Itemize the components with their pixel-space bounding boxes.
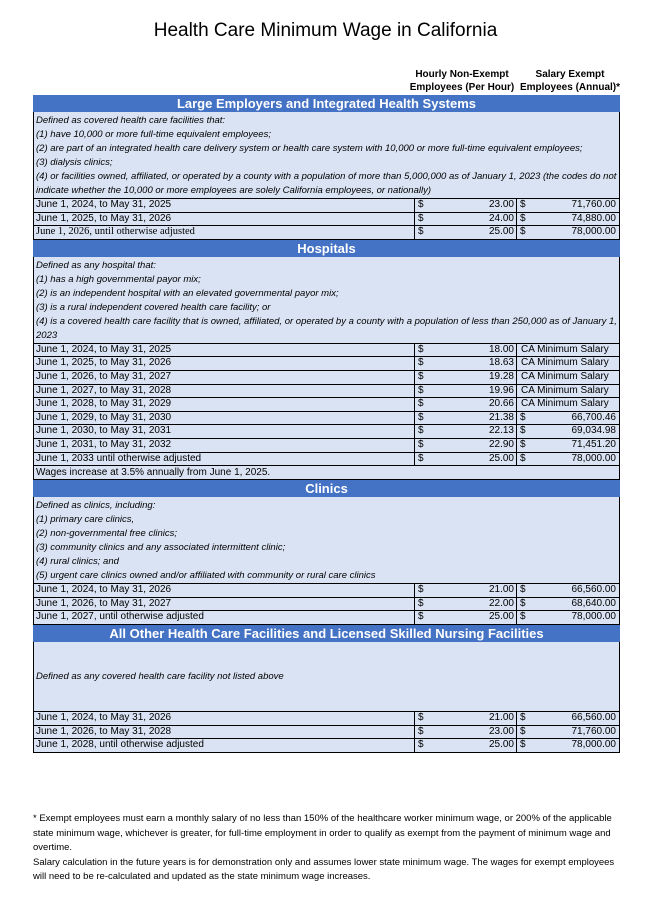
section-description xyxy=(33,112,620,199)
wage-table xyxy=(33,95,620,753)
footnote-salary-calculation: Salary calculation in the future years is for demonstration only and assumes lower state minimum wage. The wages for exempt employees will need to be re-calculated and updated as the state minimum wage increases. xyxy=(33,856,615,882)
table-row xyxy=(33,226,620,240)
salary-cell: 78,000.00 xyxy=(571,452,616,464)
salary-cell: 74,880.00 xyxy=(571,212,616,224)
hourly-cell: 19.28 xyxy=(443,371,517,384)
table-row xyxy=(33,611,620,625)
hourly-cell: 22.90 xyxy=(443,439,517,452)
description-line: Defined as any hospital that: xyxy=(36,259,156,271)
description-line: (4) or facilities owned, affiliated, or operated by a county with a population of more than 5,000,000 as of January 1, 2023 (the codes do not indicate whether the 10,000 or more employees are solely California employees, or nationally) xyxy=(36,171,617,196)
hourly-cell: 21.38 xyxy=(443,412,517,425)
salary-cell: 68,640.00 xyxy=(571,597,616,609)
description-line: (1) have 10,000 or more full-time equivalent employees; xyxy=(36,129,271,140)
table-row xyxy=(33,453,620,467)
period-cell: June 1, 2024, to May 31, 2026 xyxy=(34,584,415,597)
description-line: (2) are part of an integrated health care delivery system or health care system with 10,000 or more full-time equivalent employees; xyxy=(36,143,583,154)
currency-cell: $ xyxy=(418,452,424,464)
currency-cell: $ xyxy=(418,425,424,437)
currency-cell: $ xyxy=(418,611,424,623)
currency-cell: $ xyxy=(418,584,424,596)
salary-cell: CA Minimum Salary xyxy=(521,357,609,369)
currency-cell: $ xyxy=(520,212,526,224)
description-line: (3) community clinics and any associated intermittent clinic; xyxy=(36,542,286,554)
currency-cell: $ xyxy=(418,343,424,355)
table-row xyxy=(33,199,620,213)
salary-cell: CA Minimum Salary xyxy=(521,370,609,382)
currency-cell: $ xyxy=(520,226,526,238)
period-cell: June 1, 2033 until otherwise adjusted xyxy=(34,453,415,466)
description-line: Defined as covered health care facilities that: xyxy=(36,115,226,126)
hourly-column-header xyxy=(408,68,516,94)
salary-header-line2: Employees (Annual)* xyxy=(519,82,621,93)
description-line: (3) is a rural independent covered health care facility; or xyxy=(36,301,271,313)
currency-cell: $ xyxy=(520,725,526,737)
period-cell: June 1, 2027, until otherwise adjusted xyxy=(34,611,415,624)
table-row xyxy=(33,344,620,358)
description-line: (5) urgent care clinics owned and/or affiliated with community or rural care clinics xyxy=(36,570,376,582)
page-title: Health Care Minimum Wage in California xyxy=(153,20,498,41)
salary-cell: 69,034.98 xyxy=(571,425,616,437)
table-row xyxy=(33,425,620,439)
hourly-cell: 21.00 xyxy=(443,584,517,597)
table-row xyxy=(33,213,620,227)
currency-cell: $ xyxy=(520,611,526,623)
currency-cell: $ xyxy=(520,584,526,596)
salary-cell: CA Minimum Salary xyxy=(521,398,609,410)
hourly-header-line2: Employees (Per Hour) xyxy=(409,82,515,93)
currency-cell: $ xyxy=(520,411,526,423)
table-row xyxy=(33,726,620,740)
table-row xyxy=(33,385,620,399)
section-description xyxy=(33,642,620,712)
period-cell: June 1, 2031, to May 31, 2032 xyxy=(34,439,415,452)
section-note: Wages increase at 3.5% annually from June 1, 2025. xyxy=(33,466,620,480)
section-heading-all-other-facilities: All Other Health Care Facilities and Licensed Skilled Nursing Facilities xyxy=(33,625,620,642)
currency-cell: $ xyxy=(418,199,424,210)
period-cell: June 1, 2030, to May 31, 2031 xyxy=(34,425,415,438)
hourly-cell: 23.00 xyxy=(443,199,517,212)
description-line: Defined as any covered health care facility not listed above xyxy=(36,671,284,683)
currency-cell: $ xyxy=(520,711,526,723)
salary-column-header xyxy=(516,68,624,94)
hourly-cell: 22.13 xyxy=(443,425,517,438)
salary-cell: CA Minimum Salary xyxy=(521,384,609,396)
description-line: (1) primary care clinics, xyxy=(36,514,135,526)
period-cell: June 1, 2028, until otherwise adjusted xyxy=(34,739,415,752)
table-row xyxy=(33,439,620,453)
description-line: (4) rural clinics; and xyxy=(36,556,119,568)
currency-cell: $ xyxy=(418,370,424,382)
salary-header-line1: Salary Exempt xyxy=(535,69,605,80)
period-cell: June 1, 2029, to May 31, 2030 xyxy=(34,412,415,425)
period-cell: June 1, 2025, to May 31, 2026 xyxy=(34,213,415,226)
currency-cell: $ xyxy=(418,357,424,369)
currency-cell: $ xyxy=(418,411,424,423)
currency-cell: $ xyxy=(418,725,424,737)
currency-cell: $ xyxy=(418,438,424,450)
salary-cell: 66,700.46 xyxy=(571,411,616,423)
hourly-cell: 19.96 xyxy=(443,385,517,398)
table-row xyxy=(33,712,620,726)
section-heading-large-employers: Large Employers and Integrated Health Systems xyxy=(33,95,620,112)
period-cell: June 1, 2026, to May 31, 2027 xyxy=(34,598,415,611)
hourly-cell: 18.63 xyxy=(443,357,517,370)
currency-cell: $ xyxy=(520,199,526,210)
table-row xyxy=(33,598,620,612)
currency-cell: $ xyxy=(418,226,424,238)
hourly-cell: 20.66 xyxy=(443,398,517,411)
description-line: (2) non-governmental free clinics; xyxy=(36,528,177,540)
hourly-cell: 22.00 xyxy=(443,598,517,611)
currency-cell: $ xyxy=(418,398,424,410)
table-row xyxy=(33,398,620,412)
description-line: (4) is a covered health care facility that is owned, affiliated, or operated by a county with a population of less than 250,000 as of January 1, 2023 xyxy=(36,315,617,341)
table-row xyxy=(33,739,620,753)
salary-cell: 71,760.00 xyxy=(571,725,616,737)
section-description xyxy=(33,257,620,344)
currency-cell: $ xyxy=(418,711,424,723)
currency-cell: $ xyxy=(520,452,526,464)
period-cell: June 1, 2024, to May 31, 2026 xyxy=(34,712,415,725)
period-cell: June 1, 2025, to May 31, 2026 xyxy=(34,357,415,370)
footnotes xyxy=(33,812,623,885)
description-line: Defined as clinics, including: xyxy=(36,500,156,512)
currency-cell: $ xyxy=(520,597,526,609)
period-cell: June 1, 2026, to May 31, 2027 xyxy=(34,371,415,384)
currency-cell: $ xyxy=(418,384,424,396)
currency-cell: $ xyxy=(520,739,526,751)
table-row xyxy=(33,371,620,385)
period-cell: June 1, 2024, to May 31, 2025 xyxy=(34,199,415,212)
hourly-cell: 25.00 xyxy=(443,226,517,239)
salary-cell: 78,000.00 xyxy=(571,226,616,238)
period-cell: June 1, 2028, to May 31, 2029 xyxy=(34,398,415,411)
currency-cell: $ xyxy=(520,438,526,450)
hourly-cell: 25.00 xyxy=(443,453,517,466)
currency-cell: $ xyxy=(418,212,424,224)
section-description xyxy=(33,497,620,584)
footnote-exempt: * Exempt employees must earn a monthly salary of no less than 150% of the healthcare worker minimum wage, or 200% of the applicable state minimum wage, whichever is greater, for full-time employment in order to qualify as exempt from the payment of minimum wage and overtime. xyxy=(33,813,612,853)
hourly-cell: 24.00 xyxy=(443,213,517,226)
table-row xyxy=(33,412,620,426)
salary-cell: 71,451.20 xyxy=(571,438,616,450)
period-cell: June 1, 2024, to May 31, 2025 xyxy=(34,344,415,357)
section-heading-clinics: Clinics xyxy=(33,480,620,497)
currency-cell: $ xyxy=(418,597,424,609)
hourly-cell: 25.00 xyxy=(443,739,517,752)
table-row xyxy=(33,584,620,598)
hourly-cell: 23.00 xyxy=(443,726,517,739)
hourly-cell: 25.00 xyxy=(443,611,517,624)
salary-cell: 78,000.00 xyxy=(571,611,616,623)
salary-cell: 71,760.00 xyxy=(571,199,616,210)
description-line: (1) has a high governmental payor mix; xyxy=(36,273,201,285)
salary-cell: 66,560.00 xyxy=(571,711,616,723)
period-cell: June 1, 2026, to May 31, 2028 xyxy=(34,726,415,739)
currency-cell: $ xyxy=(520,425,526,437)
hourly-cell: 18.00 xyxy=(443,344,517,357)
hourly-header-line1: Hourly Non-Exempt xyxy=(415,69,509,80)
hourly-cell: 21.00 xyxy=(443,712,517,725)
description-line: (2) is an independent hospital with an elevated governmental payor mix; xyxy=(36,287,339,299)
period-cell: June 1, 2027, to May 31, 2028 xyxy=(34,385,415,398)
salary-cell: 78,000.00 xyxy=(571,739,616,751)
description-line: (3) dialysis clinics; xyxy=(36,157,113,168)
salary-cell: CA Minimum Salary xyxy=(521,343,609,355)
table-row xyxy=(33,357,620,371)
section-heading-hospitals: Hospitals xyxy=(33,240,620,257)
salary-cell: 66,560.00 xyxy=(571,584,616,596)
period-cell: June 1, 2026, until otherwise adjusted xyxy=(34,226,415,239)
currency-cell: $ xyxy=(418,739,424,751)
